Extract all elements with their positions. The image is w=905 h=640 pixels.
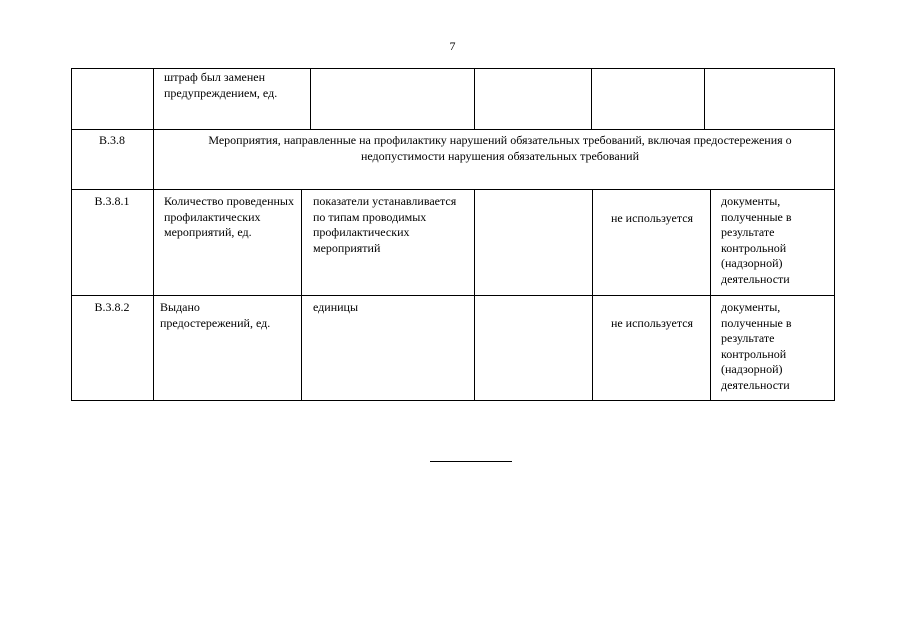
column-divider — [710, 189, 711, 401]
column-divider — [301, 189, 302, 401]
indicator-cell: штраф был заменен предупреждением, ед. — [164, 70, 278, 100]
row-divider — [71, 189, 835, 190]
column-divider — [704, 68, 705, 130]
usage-cell: не используется — [610, 211, 694, 225]
indicator-cell: Количество проведенных профилактических мероприятий, ед. — [164, 194, 294, 239]
column-divider — [153, 68, 154, 401]
page-number: 7 — [449, 39, 456, 53]
unit-cell: единицы — [313, 300, 359, 314]
table-border-top — [71, 68, 835, 69]
usage-cell: не используется — [610, 316, 694, 330]
indicator-cell: Выдано предостережений, ед. — [160, 300, 271, 330]
column-divider — [592, 189, 593, 401]
row-divider — [71, 129, 835, 130]
section-title: Мероприятия, направленные на профилактику нарушений обязательных требований, включая предостережения о недопустимости нарушения обязательных требований — [208, 133, 792, 163]
table-border-right — [834, 68, 835, 401]
column-divider — [474, 68, 475, 130]
source-cell: документы, полученные в результате контрольной (надзорной) деятельности — [721, 300, 792, 392]
row-code: В.3.8.1 — [94, 194, 130, 208]
source-cell: документы, полученные в результате контрольной (надзорной) деятельности — [721, 194, 792, 286]
column-divider — [474, 189, 475, 401]
row-code: В.3.8.2 — [94, 300, 130, 314]
row-code: В.3.8 — [98, 133, 125, 147]
table-border-left — [71, 68, 72, 401]
unit-cell: показатели устанавливается по типам проводимых профилактических мероприятий — [313, 194, 457, 255]
row-divider — [71, 295, 835, 296]
column-divider — [310, 68, 311, 130]
footer-rule — [430, 461, 512, 462]
table-border-bottom — [71, 400, 835, 401]
column-divider — [591, 68, 592, 130]
